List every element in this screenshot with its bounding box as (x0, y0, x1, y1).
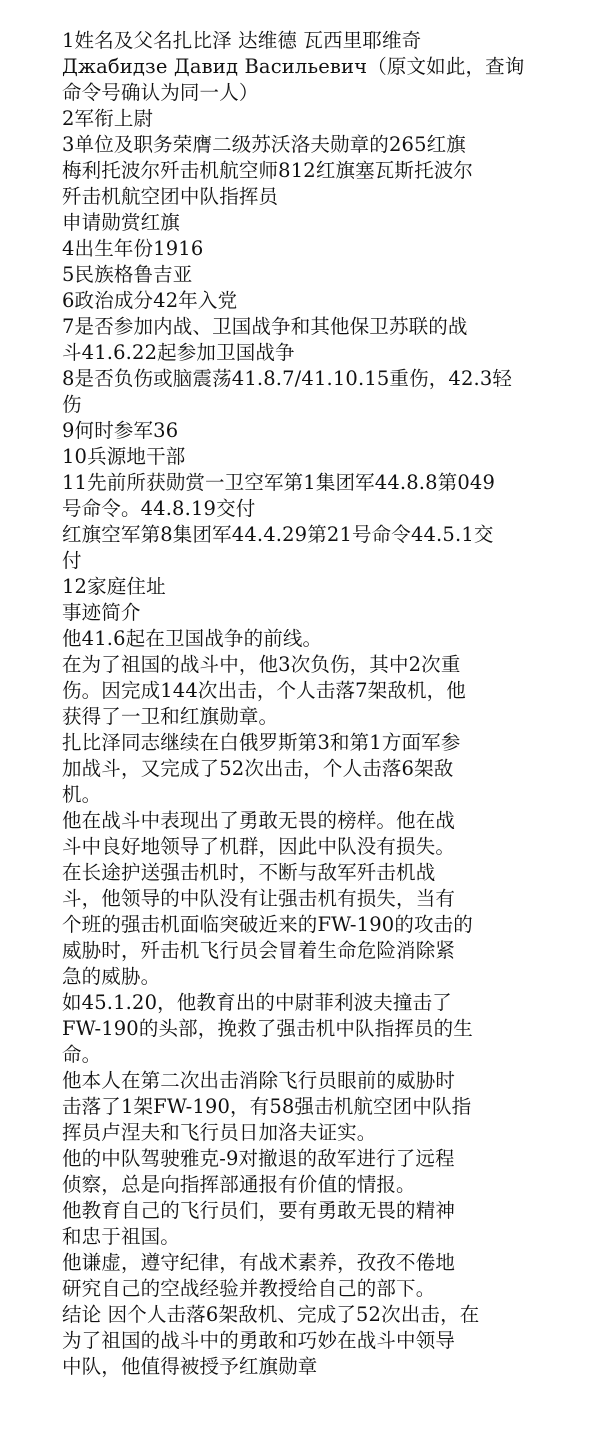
text-line: 命令号确认为同一人） (62, 81, 259, 104)
text-line: Джабидзе Давид Васильевич（原文如此，查询 (62, 55, 525, 78)
text-line: 10兵源地干部 (62, 445, 186, 468)
text-line: 如45.1.20，他教育出的中尉菲利波夫撞击了 (62, 991, 452, 1014)
document-body (62, 28, 570, 1380)
text-line: 为了祖国的战斗中的勇敢和巧妙在战斗中领导 (62, 1329, 456, 1352)
text-line: 6政治成分42年入党 (62, 289, 238, 312)
text-line: 加战斗，又完成了52次出击，个人击落6架敌 (62, 757, 454, 780)
text-line: 获得了一卫和红旗勋章。 (62, 705, 279, 728)
text-line: 他在战斗中表现出了勇敢无畏的榜样。他在战 (62, 809, 456, 832)
text-line: 威胁时，歼击机飞行员会冒着生命危险消除紧 (62, 939, 456, 962)
text-line: 3单位及职务荣膺二级苏沃洛夫勋章的265红旗 (62, 133, 466, 156)
text-line: 他教育自己的飞行员们，要有勇敢无畏的精神 (62, 1199, 456, 1222)
text-line: 急的威胁。 (62, 965, 161, 988)
text-line: FW-190的头部，挽救了强击机中队指挥员的生 (62, 1017, 473, 1040)
text-line: 在长途护送强击机时，不断与敌军歼击机战 (62, 861, 436, 884)
text-line: 命。 (62, 1043, 102, 1066)
text-line: 歼击机航空团中队指挥员 (62, 185, 279, 208)
text-line: 伤 (62, 393, 82, 416)
text-line: 斗中良好地领导了机群，因此中队没有损失。 (62, 835, 456, 858)
text-line: 和忠于祖国。 (62, 1225, 180, 1248)
text-line: 机。 (62, 783, 102, 806)
text-line: 申请勋赏红旗 (62, 211, 180, 234)
text-line: 12家庭住址 (62, 575, 166, 598)
text-line: 11先前所获勋赏一卫空军第1集团军44.8.8第049 (62, 471, 496, 494)
text-line: 5民族格鲁吉亚 (62, 263, 193, 286)
text-line: 结论 因个人击落6架敌机、完成了52次出击，在 (62, 1303, 480, 1326)
text-line: 梅利托波尔歼击机航空师812红旗塞瓦斯托波尔 (62, 159, 474, 182)
text-line: 伤。因完成144次出击，个人击落7架敌机，他 (62, 679, 466, 702)
text-line: 挥员卢涅夫和飞行员日加洛夫证实。 (62, 1121, 377, 1144)
text-line: 红旗空军第8集团军44.4.29第21号命令44.5.1交 (62, 523, 494, 546)
text-line: 侦察，总是向指挥部通报有价值的情报。 (62, 1173, 416, 1196)
text-line: 7是否参加内战、卫国战争和其他保卫苏联的战 (62, 315, 468, 338)
text-line: 他谦虚，遵守纪律，有战术素养，孜孜不倦地 (62, 1251, 456, 1274)
text-line: 研究自己的空战经验并教授给自己的部下。 (62, 1277, 436, 1300)
text-line: 他本人在第二次出击消除飞行员眼前的威胁时 (62, 1069, 456, 1092)
text-line: 中队，他值得被授予红旗勋章 (62, 1355, 318, 1378)
text-line: 击落了1架FW-190，有58强击机航空团中队指 (62, 1095, 472, 1118)
text-line: 扎比泽同志继续在白俄罗斯第3和第1方面军参 (62, 731, 461, 754)
text-line: 付 (62, 549, 82, 572)
text-line: 2军衔上尉 (62, 107, 154, 130)
text-line: 他41.6起在卫国战争的前线。 (62, 627, 323, 650)
text-line: 4出生年份1916 (62, 237, 204, 260)
text-line: 个班的强击机面临突破近来的FW-190的攻击的 (62, 913, 473, 936)
text-line: 斗41.6.22起参加卫国战争 (62, 341, 295, 364)
text-line: 斗，他领导的中队没有让强击机有损失，当有 (62, 887, 456, 910)
text-line: 9何时参军36 (62, 419, 179, 442)
text-line: 1姓名及父名扎比泽 达维德 瓦西里耶维奇 (62, 29, 422, 52)
text-line: 在为了祖国的战斗中，他3次负伤，其中2次重 (62, 653, 461, 676)
text-line: 号命令。44.8.19交付 (62, 497, 256, 520)
text-line: 事迹简介 (62, 601, 141, 624)
text-line: 8是否负伤或脑震荡41.8.7/41.10.15重伤，42.3轻 (62, 367, 513, 390)
text-line: 他的中队驾驶雅克-9对撤退的敌军进行了远程 (62, 1147, 455, 1170)
